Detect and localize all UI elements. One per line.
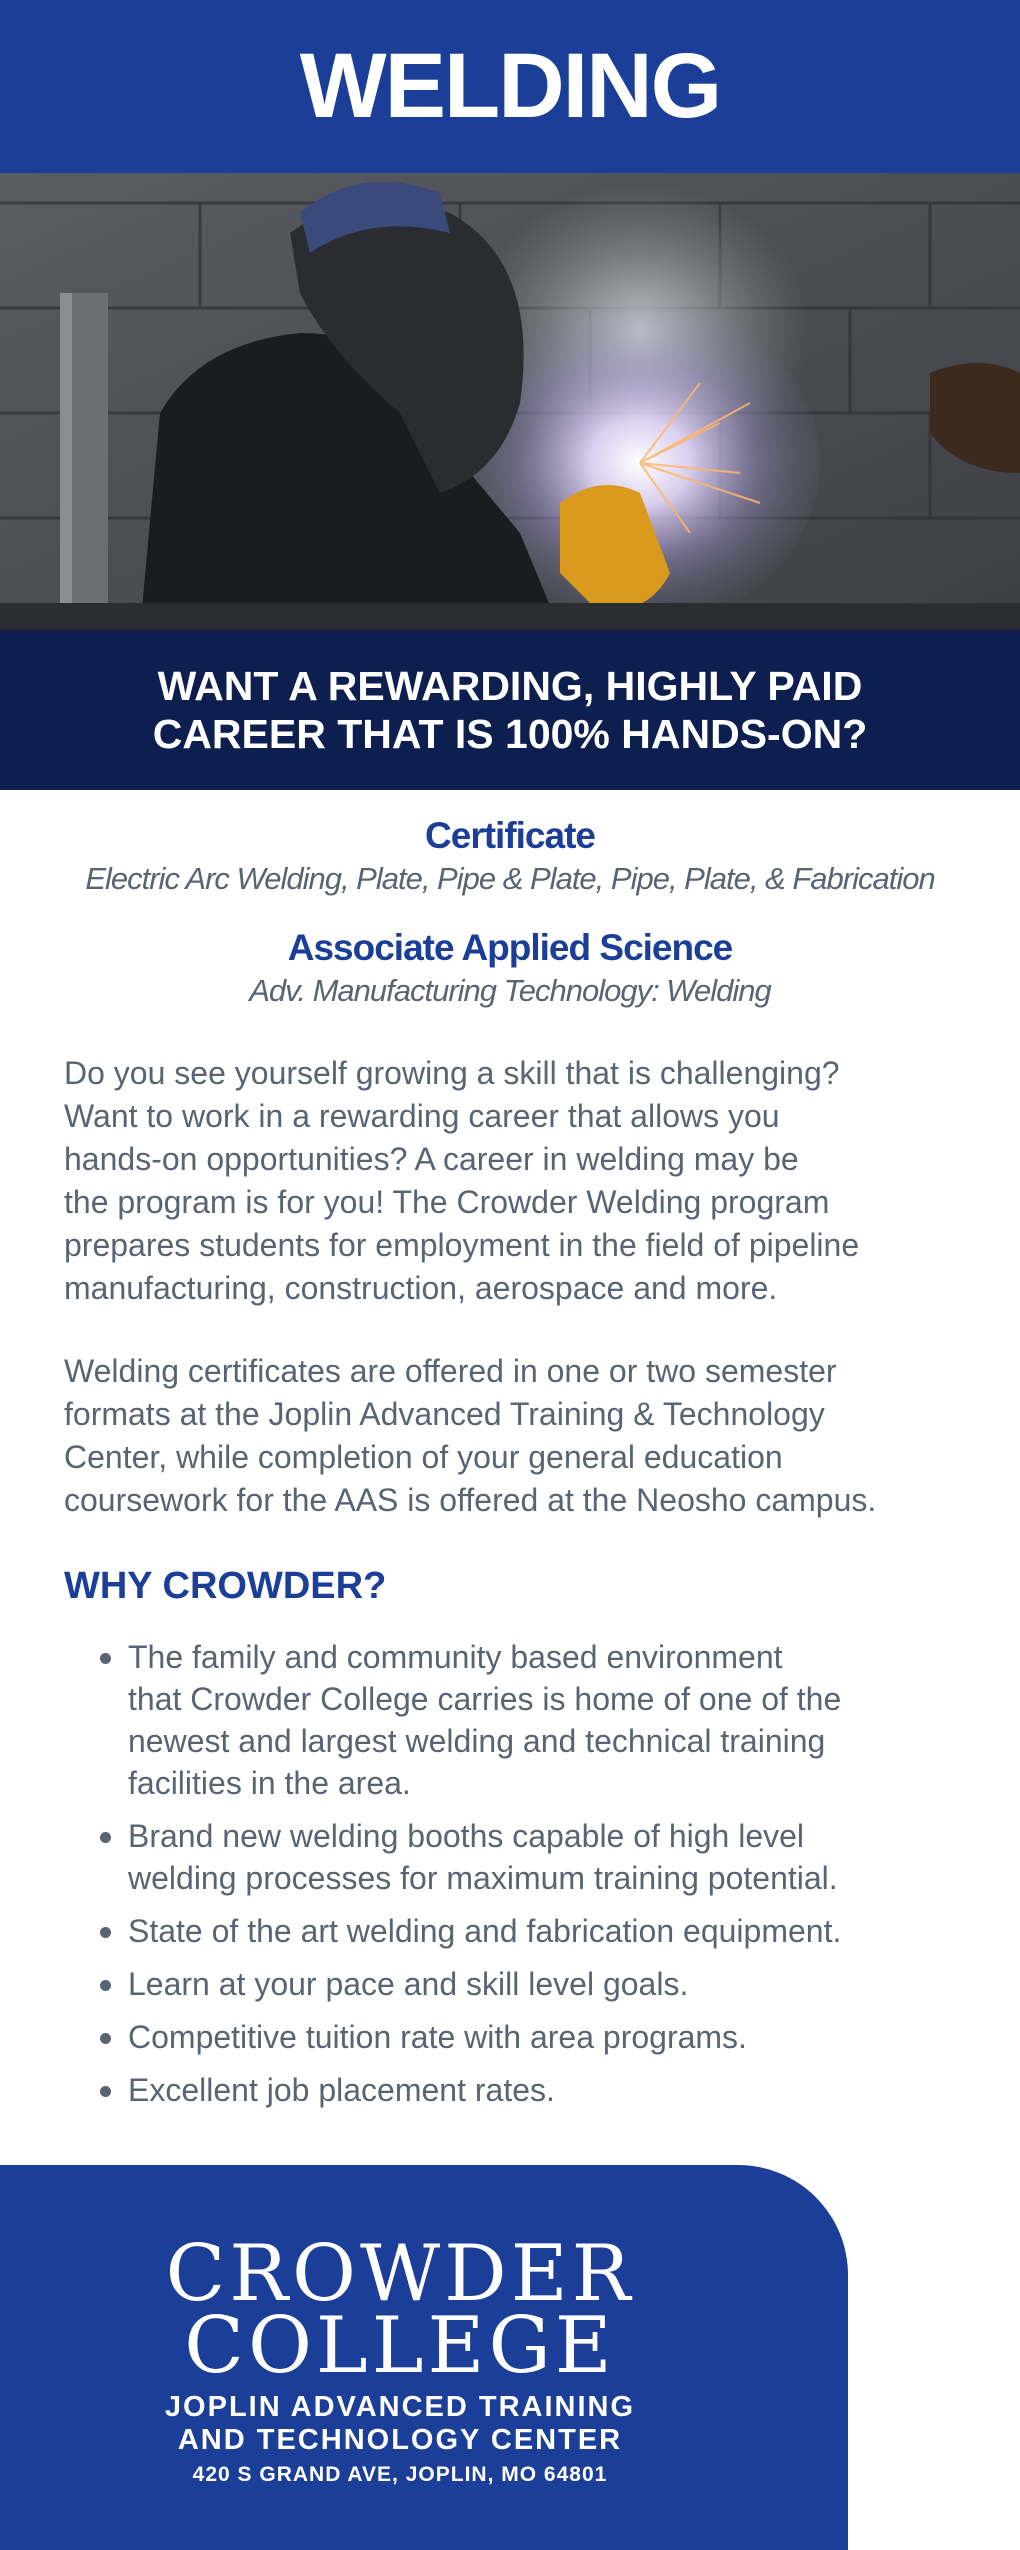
center-name-line: JOPLIN ADVANCED TRAINING [164,2391,636,2423]
why-bullet-list [64,1636,964,2122]
bullet-line: Brand new welding booths capable of high level [128,1818,805,1854]
paragraph-line: formats at the Joplin Advanced Training & Technology [64,1396,825,1432]
bullet-dot [100,1927,111,1938]
paragraph-line: the program is for you! The Crowder Welding program [64,1184,830,1220]
paragraph-line: manufacturing, construction, aerospace and more. [64,1270,778,1306]
headline-line: WANT A REWARDING, HIGHLY PAID [157,663,863,709]
page-title: WELDING [299,35,721,137]
headline-line: CAREER THAT IS 100% HANDS-ON? [152,711,868,757]
bullet-line: newest and largest welding and technical training [128,1723,826,1759]
header-bar [0,0,1020,173]
welding-photo-illustration [0,173,1020,630]
college-logo-line: CROWDER [165,2229,635,2319]
bullet-dot [100,2086,111,2097]
center-name-line: AND TECHNOLOGY CENTER [177,2424,623,2456]
intro-paragraph [64,1052,964,1310]
program-certificate [0,815,1020,897]
list-item [64,1636,964,1804]
welder-photo [0,173,1020,630]
bullet-dot [100,2033,111,2044]
bullet-dot [100,1980,111,1991]
program-title: Associate Applied Science [287,927,733,968]
program-aas [0,927,1020,1009]
bullet-line: The family and community based environment [128,1639,783,1675]
bullet-line: State of the art welding and fabrication equipment. [128,1913,842,1949]
paragraph-line: coursework for the AAS is offered at the Neosho campus. [64,1482,877,1518]
footer-panel [0,2165,848,2550]
paragraph-line: Do you see yourself growing a skill that is challenging? [64,1055,840,1091]
list-item [64,2016,964,2058]
list-item [64,1910,964,1952]
why-heading: WHY CROWDER? [64,1565,387,1607]
bullet-line: Learn at your pace and skill level goals. [128,1966,689,2002]
paragraph-line: prepares students for employment in the field of pipeline [64,1227,860,1263]
headline-banner [0,630,1020,790]
bullet-line: welding processes for maximum training potential. [128,1860,838,1896]
bullet-line: facilities in the area. [128,1765,411,1801]
paragraph-line: hands-on opportunities? A career in welding may be [64,1141,799,1177]
bullet-dot [100,1653,111,1664]
formats-paragraph [64,1350,964,1522]
program-subtitle: Electric Arc Welding, Plate, Pipe & Plate, Pipe, Plate, & Fabrication [85,861,935,896]
program-subtitle: Adv. Manufacturing Technology: Welding [249,973,771,1008]
bullet-dot [100,1832,111,1843]
program-title: Certificate [425,815,595,856]
address: 420 S GRAND AVE, JOPLIN, MO 64801 [192,2463,608,2486]
list-item [64,1815,964,1899]
bullet-line: Excellent job placement rates. [128,2072,555,2108]
list-item [64,2069,964,2111]
bullet-line: that Crowder College carries is home of one of the [128,1681,842,1717]
college-logo-line: COLLEGE [184,2301,616,2391]
paragraph-line: Welding certificates are offered in one or two semester [64,1353,837,1389]
paragraph-line: Center, while completion of your general education [64,1439,783,1475]
list-item [64,1963,964,2005]
bullet-line: Competitive tuition rate with area programs. [128,2019,747,2055]
paragraph-line: Want to work in a rewarding career that allows you [64,1098,780,1134]
